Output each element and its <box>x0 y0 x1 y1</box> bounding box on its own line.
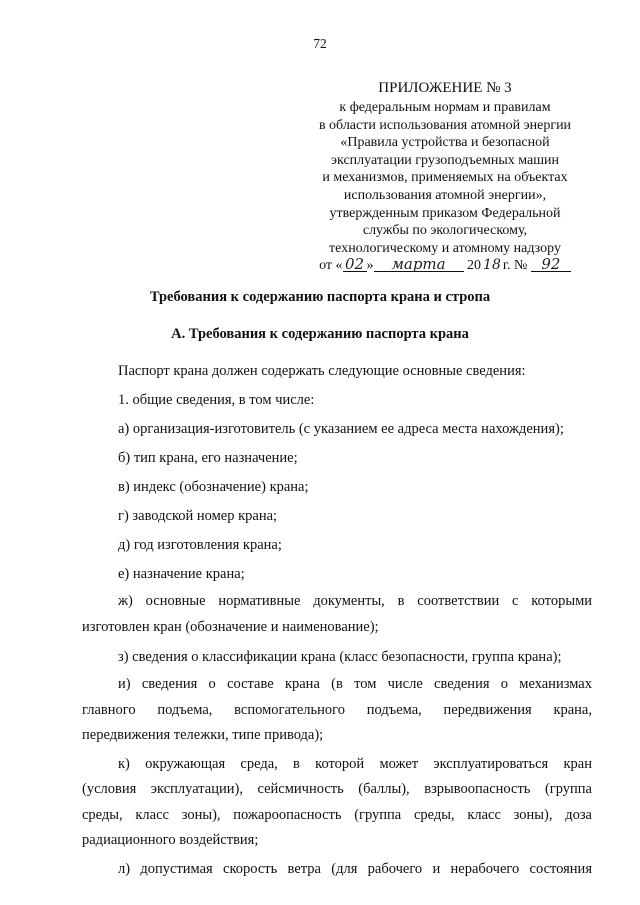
intro-paragraph: Паспорт крана должен содержать следующие основные сведения: <box>118 363 526 379</box>
order-quote-close: » <box>366 258 374 274</box>
list-item: г) заводской номер крана; <box>118 508 278 524</box>
list-item-line: изготовлен кран (обозначение и наименование); <box>82 618 379 635</box>
section-heading: А. Требования к содержанию паспорта крана <box>171 326 469 342</box>
list-item-line: л) допустимая скорость ветра (для рабочего и нерабочего состояния <box>118 860 592 877</box>
appendix-line: и механизмов, применяемых на объектах <box>322 170 568 186</box>
list-item-line: радиационного воздействия; <box>82 832 259 848</box>
page-number: 72 <box>313 36 327 51</box>
appendix-line: «Правила устройства и безопасной <box>340 135 550 151</box>
appendix-header <box>300 78 590 275</box>
document-body <box>82 357 592 885</box>
list-item: з) сведения о классификации крана (класс безопасности, группа крана); <box>118 649 562 665</box>
list-item-line: передвижения тележки, типе привода); <box>82 727 324 743</box>
order-prefix: от « <box>319 258 343 274</box>
list-item-zh <box>82 589 592 640</box>
appendix-line: к федеральным нормам и правилам <box>339 100 551 115</box>
appendix-line: использования атомной энергии», <box>343 187 547 203</box>
list-item-line: ж) основные нормативные документы, в соответствии с которыми <box>118 593 592 609</box>
handwritten-year: 18 <box>483 257 501 274</box>
handwritten-day: 02 <box>343 257 367 272</box>
list-item-l <box>82 857 592 883</box>
document-heading: Требования к содержанию паспорта крана и стропа <box>149 289 491 305</box>
order-date-line <box>300 257 590 275</box>
handwritten-month: марта <box>374 257 464 272</box>
list-item: 1. общие сведения, в том числе: <box>118 392 315 408</box>
handwritten-order-number: 92 <box>531 257 571 272</box>
list-item-line: среды, класс зоны), пожароопасность (группа среды, класс зоны), доза <box>82 806 592 823</box>
list-item-i <box>82 672 592 749</box>
order-number-label: г. № <box>502 258 528 274</box>
list-item: е) назначение крана; <box>118 566 245 582</box>
appendix-line: технологическому и атомному надзору <box>329 240 561 256</box>
appendix-line: в области использования атомной энергии <box>318 117 572 133</box>
list-item: б) тип крана, его назначение; <box>118 450 298 466</box>
order-year-prefix: 20 <box>467 258 482 274</box>
list-item-line: (условия эксплуатации), сейсмичность (баллы), взрывоопасность (группа <box>82 781 592 797</box>
list-item: в) индекс (обозначение) крана; <box>118 479 309 495</box>
list-item-k <box>82 752 592 854</box>
appendix-line: утвержденным приказом Федеральной <box>329 205 561 221</box>
list-item-line: и) сведения о составе крана (в том числе сведения о механизмах <box>118 676 592 692</box>
list-item-line: главного подъема, вспомогательного подъема, передвижения крана, <box>82 701 592 718</box>
list-item: д) год изготовления крана; <box>118 537 282 553</box>
appendix-line: эксплуатации грузоподъемных машин <box>331 152 559 168</box>
list-item: а) организация-изготовитель (с указанием ее адреса места нахождения); <box>118 421 564 437</box>
list-item-line: к) окружающая среда, в которой может эксплуатироваться кран <box>118 755 592 772</box>
appendix-line: службы по экологическому, <box>362 223 528 239</box>
appendix-title: ПРИЛОЖЕНИЕ № 3 <box>378 80 512 96</box>
